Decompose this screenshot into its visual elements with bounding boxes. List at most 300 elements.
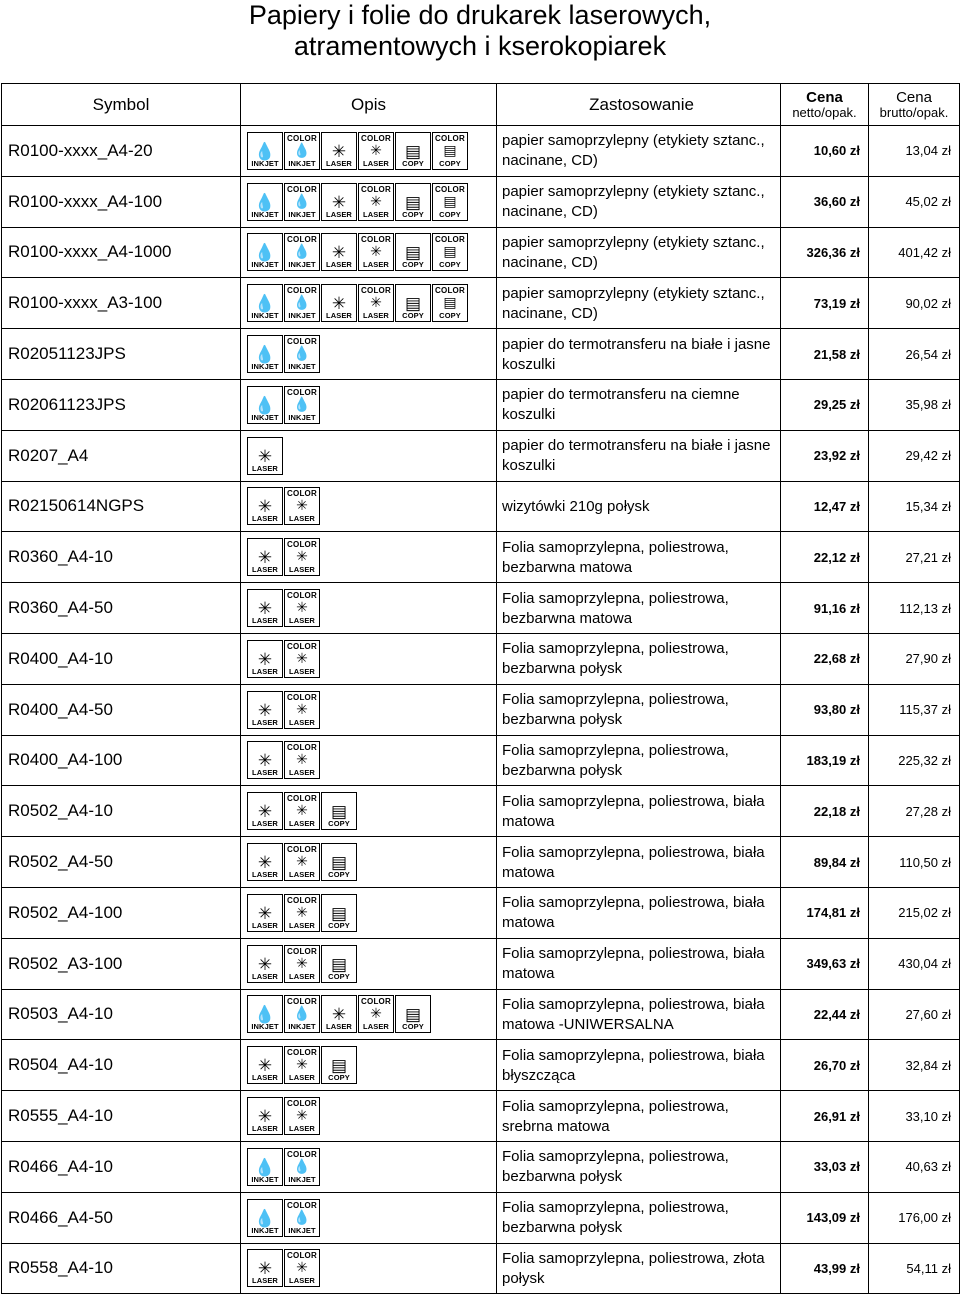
copy-icon bbox=[321, 792, 357, 830]
laser-glyph-icon: ✳ bbox=[257, 802, 273, 822]
cell-opis bbox=[241, 735, 497, 786]
laser-glyph-icon: ✳ bbox=[370, 243, 382, 260]
laser-label: LASER bbox=[363, 311, 389, 321]
cell-net-price: 21,58 zł bbox=[781, 329, 869, 380]
color-inkjet-icon bbox=[284, 386, 320, 424]
laser-glyph-icon: ✳ bbox=[257, 751, 273, 771]
laser-label: LASER bbox=[252, 1073, 278, 1083]
cell-net-price: 93,80 zł bbox=[781, 684, 869, 735]
inkjet-label: INKJET bbox=[288, 412, 316, 422]
laser-glyph-icon: ✳ bbox=[257, 1259, 273, 1279]
copy-glyph-icon: ▤ bbox=[404, 294, 422, 314]
cell-symbol: R02051123JPS bbox=[2, 329, 241, 380]
inkjet-label: INKJET bbox=[251, 362, 279, 372]
laser-icon bbox=[247, 589, 283, 627]
inkjet-label: INKJET bbox=[251, 1225, 279, 1235]
laser-glyph-icon: ✳ bbox=[296, 1056, 308, 1073]
cell-zastosowanie: Folia samoprzylepna, poliestrowa, biała błyszcząca bbox=[497, 1040, 781, 1091]
cell-symbol: R0502_A3-100 bbox=[2, 938, 241, 989]
laser-label: LASER bbox=[252, 616, 278, 626]
compatibility-icons bbox=[247, 589, 496, 627]
inkjet-label: INKJET bbox=[251, 1174, 279, 1184]
laser-label: LASER bbox=[363, 209, 389, 219]
laser-icon bbox=[247, 945, 283, 983]
copy-label: COPY bbox=[439, 260, 461, 270]
table-row bbox=[2, 278, 960, 329]
copy-label: COPY bbox=[402, 158, 424, 168]
inkjet-label: INKJET bbox=[288, 362, 316, 372]
color-label: COLOR bbox=[287, 946, 317, 956]
laser-label: LASER bbox=[326, 158, 352, 168]
cell-opis bbox=[241, 481, 497, 532]
inkjet-icon bbox=[247, 1199, 283, 1237]
inkjet-glyph-icon: 💧 bbox=[293, 141, 311, 158]
laser-label: LASER bbox=[289, 717, 315, 727]
color-label: COLOR bbox=[361, 997, 391, 1007]
cell-zastosowanie: Folia samoprzylepna, poliestrowa, bezbarwna połysk bbox=[497, 735, 781, 786]
table-row bbox=[2, 329, 960, 380]
cell-net-price: 33,03 zł bbox=[781, 1141, 869, 1192]
cell-net-price: 143,09 zł bbox=[781, 1192, 869, 1243]
inkjet-glyph-icon: 💧 bbox=[254, 141, 276, 161]
cell-opis bbox=[241, 1192, 497, 1243]
cell-zastosowanie: papier samoprzylepny (etykiety sztanc., nacinane, CD) bbox=[497, 227, 781, 278]
cell-gross-price: 45,02 zł bbox=[869, 176, 960, 227]
table-row bbox=[2, 1141, 960, 1192]
inkjet-label: INKJET bbox=[288, 260, 316, 270]
cell-zastosowanie: wizytówki 210g połysk bbox=[497, 481, 781, 532]
compatibility-icons bbox=[247, 538, 496, 576]
inkjet-glyph-icon: 💧 bbox=[254, 294, 276, 314]
inkjet-label: INKJET bbox=[288, 1022, 316, 1032]
cell-opis bbox=[241, 1243, 497, 1294]
color-label: COLOR bbox=[287, 387, 317, 397]
color-label: COLOR bbox=[361, 184, 391, 194]
inkjet-glyph-icon: 💧 bbox=[293, 192, 311, 209]
color-label: COLOR bbox=[287, 1099, 317, 1109]
cell-zastosowanie: papier samoprzylepny (etykiety sztanc., nacinane, CD) bbox=[497, 126, 781, 177]
inkjet-glyph-icon: 💧 bbox=[254, 345, 276, 365]
laser-label: LASER bbox=[289, 920, 315, 930]
color-inkjet-icon bbox=[284, 233, 320, 271]
laser-glyph-icon: ✳ bbox=[296, 954, 308, 971]
color-laser-icon bbox=[284, 843, 320, 881]
copy-icon bbox=[321, 894, 357, 932]
inkjet-icon bbox=[247, 183, 283, 221]
laser-label: LASER bbox=[289, 1124, 315, 1134]
laser-glyph-icon: ✳ bbox=[296, 548, 308, 565]
laser-glyph-icon: ✳ bbox=[296, 903, 308, 920]
color-label: COLOR bbox=[287, 1251, 317, 1261]
inkjet-label: INKJET bbox=[251, 1022, 279, 1032]
laser-icon bbox=[321, 132, 357, 170]
cell-symbol: R0100-xxxx_A3-100 bbox=[2, 278, 241, 329]
page-title bbox=[0, 0, 960, 62]
copy-label: COPY bbox=[328, 971, 350, 981]
cell-opis bbox=[241, 329, 497, 380]
header-row bbox=[2, 84, 960, 126]
cell-opis bbox=[241, 1091, 497, 1142]
laser-glyph-icon: ✳ bbox=[296, 802, 308, 819]
inkjet-glyph-icon: 💧 bbox=[293, 294, 311, 311]
cell-opis bbox=[241, 887, 497, 938]
cell-zastosowanie: Folia samoprzylepna, poliestrowa, bezbarwna połysk bbox=[497, 684, 781, 735]
copy-label: COPY bbox=[439, 209, 461, 219]
inkjet-label: INKJET bbox=[251, 209, 279, 219]
header-gross-price bbox=[869, 84, 960, 126]
copy-glyph-icon: ▤ bbox=[404, 192, 422, 212]
laser-glyph-icon: ✳ bbox=[257, 649, 273, 669]
laser-label: LASER bbox=[363, 1022, 389, 1032]
cell-net-price: 29,25 zł bbox=[781, 379, 869, 430]
color-label: COLOR bbox=[287, 286, 317, 296]
copy-icon bbox=[321, 1046, 357, 1084]
cell-zastosowanie: Folia samoprzylepna, poliestrowa, bezbarwna połysk bbox=[497, 1141, 781, 1192]
laser-glyph-icon: ✳ bbox=[331, 243, 347, 263]
laser-label: LASER bbox=[289, 565, 315, 575]
cell-net-price: 326,36 zł bbox=[781, 227, 869, 278]
cell-zastosowanie: Folia samoprzylepna, poliestrowa, bezbarwna połysk bbox=[497, 633, 781, 684]
cell-opis bbox=[241, 379, 497, 430]
compatibility-icons bbox=[247, 1148, 496, 1186]
laser-glyph-icon: ✳ bbox=[257, 954, 273, 974]
copy-label: COPY bbox=[328, 1073, 350, 1083]
color-laser-icon bbox=[284, 741, 320, 779]
color-label: COLOR bbox=[361, 235, 391, 245]
cell-symbol: R0502_A4-10 bbox=[2, 786, 241, 837]
laser-glyph-icon: ✳ bbox=[257, 446, 273, 466]
copy-label: COPY bbox=[402, 311, 424, 321]
cell-gross-price: 29,42 zł bbox=[869, 430, 960, 481]
laser-label: LASER bbox=[289, 870, 315, 880]
laser-icon bbox=[321, 233, 357, 271]
inkjet-label: INKJET bbox=[288, 209, 316, 219]
laser-label: LASER bbox=[252, 717, 278, 727]
copy-glyph-icon: ▤ bbox=[330, 802, 348, 822]
page-title-line2: atramentowych i kserokopiarek bbox=[293, 31, 667, 61]
cell-symbol: R0504_A4-10 bbox=[2, 1040, 241, 1091]
laser-label: LASER bbox=[326, 311, 352, 321]
cell-zastosowanie: Folia samoprzylepna, poliestrowa, bezbarwna matowa bbox=[497, 583, 781, 634]
compatibility-icons bbox=[247, 1249, 496, 1287]
cell-zastosowanie: Folia samoprzylepna, poliestrowa, bezbarwna matowa bbox=[497, 532, 781, 583]
copy-glyph-icon: ▤ bbox=[404, 1005, 422, 1025]
table-row bbox=[2, 227, 960, 278]
table-row bbox=[2, 532, 960, 583]
compatibility-icons bbox=[247, 487, 496, 525]
color-label: COLOR bbox=[361, 133, 391, 143]
laser-label: LASER bbox=[289, 768, 315, 778]
laser-glyph-icon: ✳ bbox=[296, 497, 308, 514]
copy-icon bbox=[321, 945, 357, 983]
cell-gross-price: 27,28 zł bbox=[869, 786, 960, 837]
cell-zastosowanie: Folia samoprzylepna, poliestrowa, biała matowa bbox=[497, 887, 781, 938]
header-opis: Opis bbox=[241, 84, 497, 126]
laser-icon bbox=[321, 995, 357, 1033]
color-laser-icon bbox=[358, 132, 394, 170]
copy-icon bbox=[395, 132, 431, 170]
table-row bbox=[2, 633, 960, 684]
cell-net-price: 26,91 zł bbox=[781, 1091, 869, 1142]
price-table bbox=[1, 83, 960, 1294]
cell-symbol: R0100-xxxx_A4-1000 bbox=[2, 227, 241, 278]
laser-glyph-icon: ✳ bbox=[257, 1107, 273, 1127]
cell-opis bbox=[241, 583, 497, 634]
cell-symbol: R0100-xxxx_A4-20 bbox=[2, 126, 241, 177]
laser-label: LASER bbox=[252, 819, 278, 829]
table-row bbox=[2, 481, 960, 532]
cell-zastosowanie: Folia samoprzylepna, poliestrowa, biała matowa bbox=[497, 938, 781, 989]
laser-glyph-icon: ✳ bbox=[257, 1056, 273, 1076]
table-row bbox=[2, 176, 960, 227]
compatibility-icons bbox=[247, 945, 496, 983]
cell-net-price: 22,12 zł bbox=[781, 532, 869, 583]
laser-label: LASER bbox=[252, 768, 278, 778]
cell-gross-price: 112,13 zł bbox=[869, 583, 960, 634]
color-laser-icon bbox=[284, 792, 320, 830]
copy-glyph-icon: ▤ bbox=[330, 954, 348, 974]
cell-net-price: 89,84 zł bbox=[781, 837, 869, 888]
copy-glyph-icon: ▤ bbox=[404, 141, 422, 161]
cell-opis bbox=[241, 227, 497, 278]
cell-gross-price: 26,54 zł bbox=[869, 329, 960, 380]
cell-gross-price: 215,02 zł bbox=[869, 887, 960, 938]
laser-glyph-icon: ✳ bbox=[370, 294, 382, 311]
cell-opis bbox=[241, 126, 497, 177]
cell-symbol: R0466_A4-10 bbox=[2, 1141, 241, 1192]
compatibility-icons bbox=[247, 843, 496, 881]
cell-net-price: 349,63 zł bbox=[781, 938, 869, 989]
color-label: COLOR bbox=[435, 235, 465, 245]
inkjet-icon bbox=[247, 386, 283, 424]
header-zastosowanie: Zastosowanie bbox=[497, 84, 781, 126]
inkjet-glyph-icon: 💧 bbox=[254, 395, 276, 415]
copy-glyph-icon: ▤ bbox=[443, 294, 457, 311]
table-row bbox=[2, 989, 960, 1040]
inkjet-glyph-icon: 💧 bbox=[254, 1208, 276, 1228]
inkjet-glyph-icon: 💧 bbox=[254, 243, 276, 263]
cell-zastosowanie: Folia samoprzylepna, poliestrowa, biała matowa bbox=[497, 837, 781, 888]
table-row bbox=[2, 735, 960, 786]
table-row bbox=[2, 583, 960, 634]
cell-opis bbox=[241, 989, 497, 1040]
copy-icon bbox=[321, 843, 357, 881]
laser-glyph-icon: ✳ bbox=[296, 751, 308, 768]
inkjet-label: INKJET bbox=[251, 311, 279, 321]
inkjet-label: INKJET bbox=[251, 412, 279, 422]
table-row bbox=[2, 430, 960, 481]
laser-icon bbox=[247, 894, 283, 932]
cell-gross-price: 27,60 zł bbox=[869, 989, 960, 1040]
table-row bbox=[2, 938, 960, 989]
color-label: COLOR bbox=[287, 1048, 317, 1058]
cell-zastosowanie: papier do termotransferu na białe i jasne koszulki bbox=[497, 430, 781, 481]
laser-icon bbox=[247, 538, 283, 576]
cell-gross-price: 430,04 zł bbox=[869, 938, 960, 989]
inkjet-glyph-icon: 💧 bbox=[254, 1157, 276, 1177]
laser-label: LASER bbox=[363, 158, 389, 168]
laser-label: LASER bbox=[252, 1276, 278, 1286]
compatibility-icons bbox=[247, 386, 496, 424]
color-laser-icon bbox=[284, 1249, 320, 1287]
laser-label: LASER bbox=[326, 1022, 352, 1032]
table-row bbox=[2, 887, 960, 938]
inkjet-glyph-icon: 💧 bbox=[293, 345, 311, 362]
copy-label: COPY bbox=[328, 819, 350, 829]
cell-net-price: 23,92 zł bbox=[781, 430, 869, 481]
inkjet-icon bbox=[247, 1148, 283, 1186]
laser-icon bbox=[247, 741, 283, 779]
color-inkjet-icon bbox=[284, 995, 320, 1033]
color-label: COLOR bbox=[287, 641, 317, 651]
compatibility-icons bbox=[247, 437, 496, 475]
laser-icon bbox=[247, 487, 283, 525]
cell-opis bbox=[241, 430, 497, 481]
laser-label: LASER bbox=[363, 260, 389, 270]
inkjet-icon bbox=[247, 284, 283, 322]
laser-glyph-icon: ✳ bbox=[257, 853, 273, 873]
color-copy-icon bbox=[432, 284, 468, 322]
cell-opis bbox=[241, 786, 497, 837]
compatibility-icons bbox=[247, 741, 496, 779]
cell-net-price: 36,60 zł bbox=[781, 176, 869, 227]
laser-label: LASER bbox=[289, 1073, 315, 1083]
header-net-price bbox=[781, 84, 869, 126]
cell-gross-price: 225,32 zł bbox=[869, 735, 960, 786]
laser-glyph-icon: ✳ bbox=[331, 141, 347, 161]
cell-opis bbox=[241, 633, 497, 684]
color-laser-icon bbox=[358, 233, 394, 271]
color-label: COLOR bbox=[287, 489, 317, 499]
laser-label: LASER bbox=[326, 260, 352, 270]
copy-icon bbox=[395, 183, 431, 221]
color-label: COLOR bbox=[287, 1149, 317, 1159]
color-laser-icon bbox=[284, 1097, 320, 1135]
compatibility-icons bbox=[247, 1199, 496, 1237]
laser-icon bbox=[247, 1249, 283, 1287]
cell-net-price: 26,70 zł bbox=[781, 1040, 869, 1091]
header-symbol: Symbol bbox=[2, 84, 241, 126]
color-copy-icon bbox=[432, 183, 468, 221]
laser-glyph-icon: ✳ bbox=[296, 853, 308, 870]
laser-label: LASER bbox=[289, 971, 315, 981]
cell-gross-price: 54,11 zł bbox=[869, 1243, 960, 1294]
cell-gross-price: 115,37 zł bbox=[869, 684, 960, 735]
cell-opis bbox=[241, 938, 497, 989]
table-row bbox=[2, 1040, 960, 1091]
color-label: COLOR bbox=[287, 845, 317, 855]
inkjet-glyph-icon: 💧 bbox=[293, 243, 311, 260]
copy-glyph-icon: ▤ bbox=[404, 243, 422, 263]
cell-net-price: 91,16 zł bbox=[781, 583, 869, 634]
laser-glyph-icon: ✳ bbox=[257, 548, 273, 568]
laser-glyph-icon: ✳ bbox=[296, 599, 308, 616]
color-copy-icon bbox=[432, 233, 468, 271]
cell-symbol: R0360_A4-50 bbox=[2, 583, 241, 634]
cell-symbol: R0100-xxxx_A4-100 bbox=[2, 176, 241, 227]
color-label: COLOR bbox=[287, 184, 317, 194]
copy-label: COPY bbox=[328, 870, 350, 880]
color-label: COLOR bbox=[435, 286, 465, 296]
laser-glyph-icon: ✳ bbox=[331, 192, 347, 212]
compatibility-icons bbox=[247, 1046, 496, 1084]
compatibility-icons bbox=[247, 233, 496, 271]
color-inkjet-icon bbox=[284, 183, 320, 221]
color-label: COLOR bbox=[287, 895, 317, 905]
laser-label: LASER bbox=[252, 514, 278, 524]
compatibility-icons bbox=[247, 792, 496, 830]
color-laser-icon bbox=[358, 284, 394, 322]
cell-zastosowanie: papier do termotransferu na ciemne koszulki bbox=[497, 379, 781, 430]
cell-zastosowanie: Folia samoprzylepna, poliestrowa, biała matowa -UNIWERSALNA bbox=[497, 989, 781, 1040]
cell-symbol: R0555_A4-10 bbox=[2, 1091, 241, 1142]
compatibility-icons bbox=[247, 335, 496, 373]
laser-label: LASER bbox=[289, 514, 315, 524]
color-inkjet-icon bbox=[284, 132, 320, 170]
cell-opis bbox=[241, 684, 497, 735]
cell-opis bbox=[241, 176, 497, 227]
inkjet-icon bbox=[247, 233, 283, 271]
copy-label: COPY bbox=[328, 920, 350, 930]
laser-glyph-icon: ✳ bbox=[331, 294, 347, 314]
color-label: COLOR bbox=[287, 997, 317, 1007]
table-row bbox=[2, 1091, 960, 1142]
laser-glyph-icon: ✳ bbox=[257, 700, 273, 720]
color-label: COLOR bbox=[435, 133, 465, 143]
laser-label: LASER bbox=[289, 616, 315, 626]
copy-label: COPY bbox=[402, 260, 424, 270]
cell-gross-price: 27,21 zł bbox=[869, 532, 960, 583]
laser-glyph-icon: ✳ bbox=[370, 192, 382, 209]
laser-glyph-icon: ✳ bbox=[370, 1005, 382, 1022]
laser-label: LASER bbox=[252, 666, 278, 676]
page-title-line1: Papiery i folie do drukarek laserowych, bbox=[248, 0, 712, 30]
color-laser-icon bbox=[284, 945, 320, 983]
color-laser-icon bbox=[358, 995, 394, 1033]
copy-icon bbox=[395, 995, 431, 1033]
table-row bbox=[2, 379, 960, 430]
laser-label: LASER bbox=[252, 1124, 278, 1134]
color-label: COLOR bbox=[287, 692, 317, 702]
copy-icon bbox=[395, 233, 431, 271]
cell-symbol: R0503_A4-10 bbox=[2, 989, 241, 1040]
color-laser-icon bbox=[284, 640, 320, 678]
table-row bbox=[2, 684, 960, 735]
copy-label: COPY bbox=[439, 158, 461, 168]
inkjet-icon bbox=[247, 335, 283, 373]
cell-symbol: R0360_A4-10 bbox=[2, 532, 241, 583]
copy-glyph-icon: ▤ bbox=[443, 192, 457, 209]
inkjet-label: INKJET bbox=[251, 260, 279, 270]
cell-net-price: 10,60 zł bbox=[781, 126, 869, 177]
laser-icon bbox=[247, 792, 283, 830]
cell-net-price: 43,99 zł bbox=[781, 1243, 869, 1294]
color-laser-icon bbox=[284, 691, 320, 729]
cell-symbol: R0400_A4-100 bbox=[2, 735, 241, 786]
compatibility-icons bbox=[247, 640, 496, 678]
cell-gross-price: 27,90 zł bbox=[869, 633, 960, 684]
color-label: COLOR bbox=[435, 184, 465, 194]
laser-label: LASER bbox=[252, 920, 278, 930]
header-gross-top: Cena bbox=[896, 88, 932, 106]
compatibility-icons bbox=[247, 894, 496, 932]
compatibility-icons bbox=[247, 995, 496, 1033]
laser-label: LASER bbox=[289, 1276, 315, 1286]
cell-symbol: R0207_A4 bbox=[2, 430, 241, 481]
inkjet-icon bbox=[247, 132, 283, 170]
color-inkjet-icon bbox=[284, 1199, 320, 1237]
copy-icon bbox=[395, 284, 431, 322]
